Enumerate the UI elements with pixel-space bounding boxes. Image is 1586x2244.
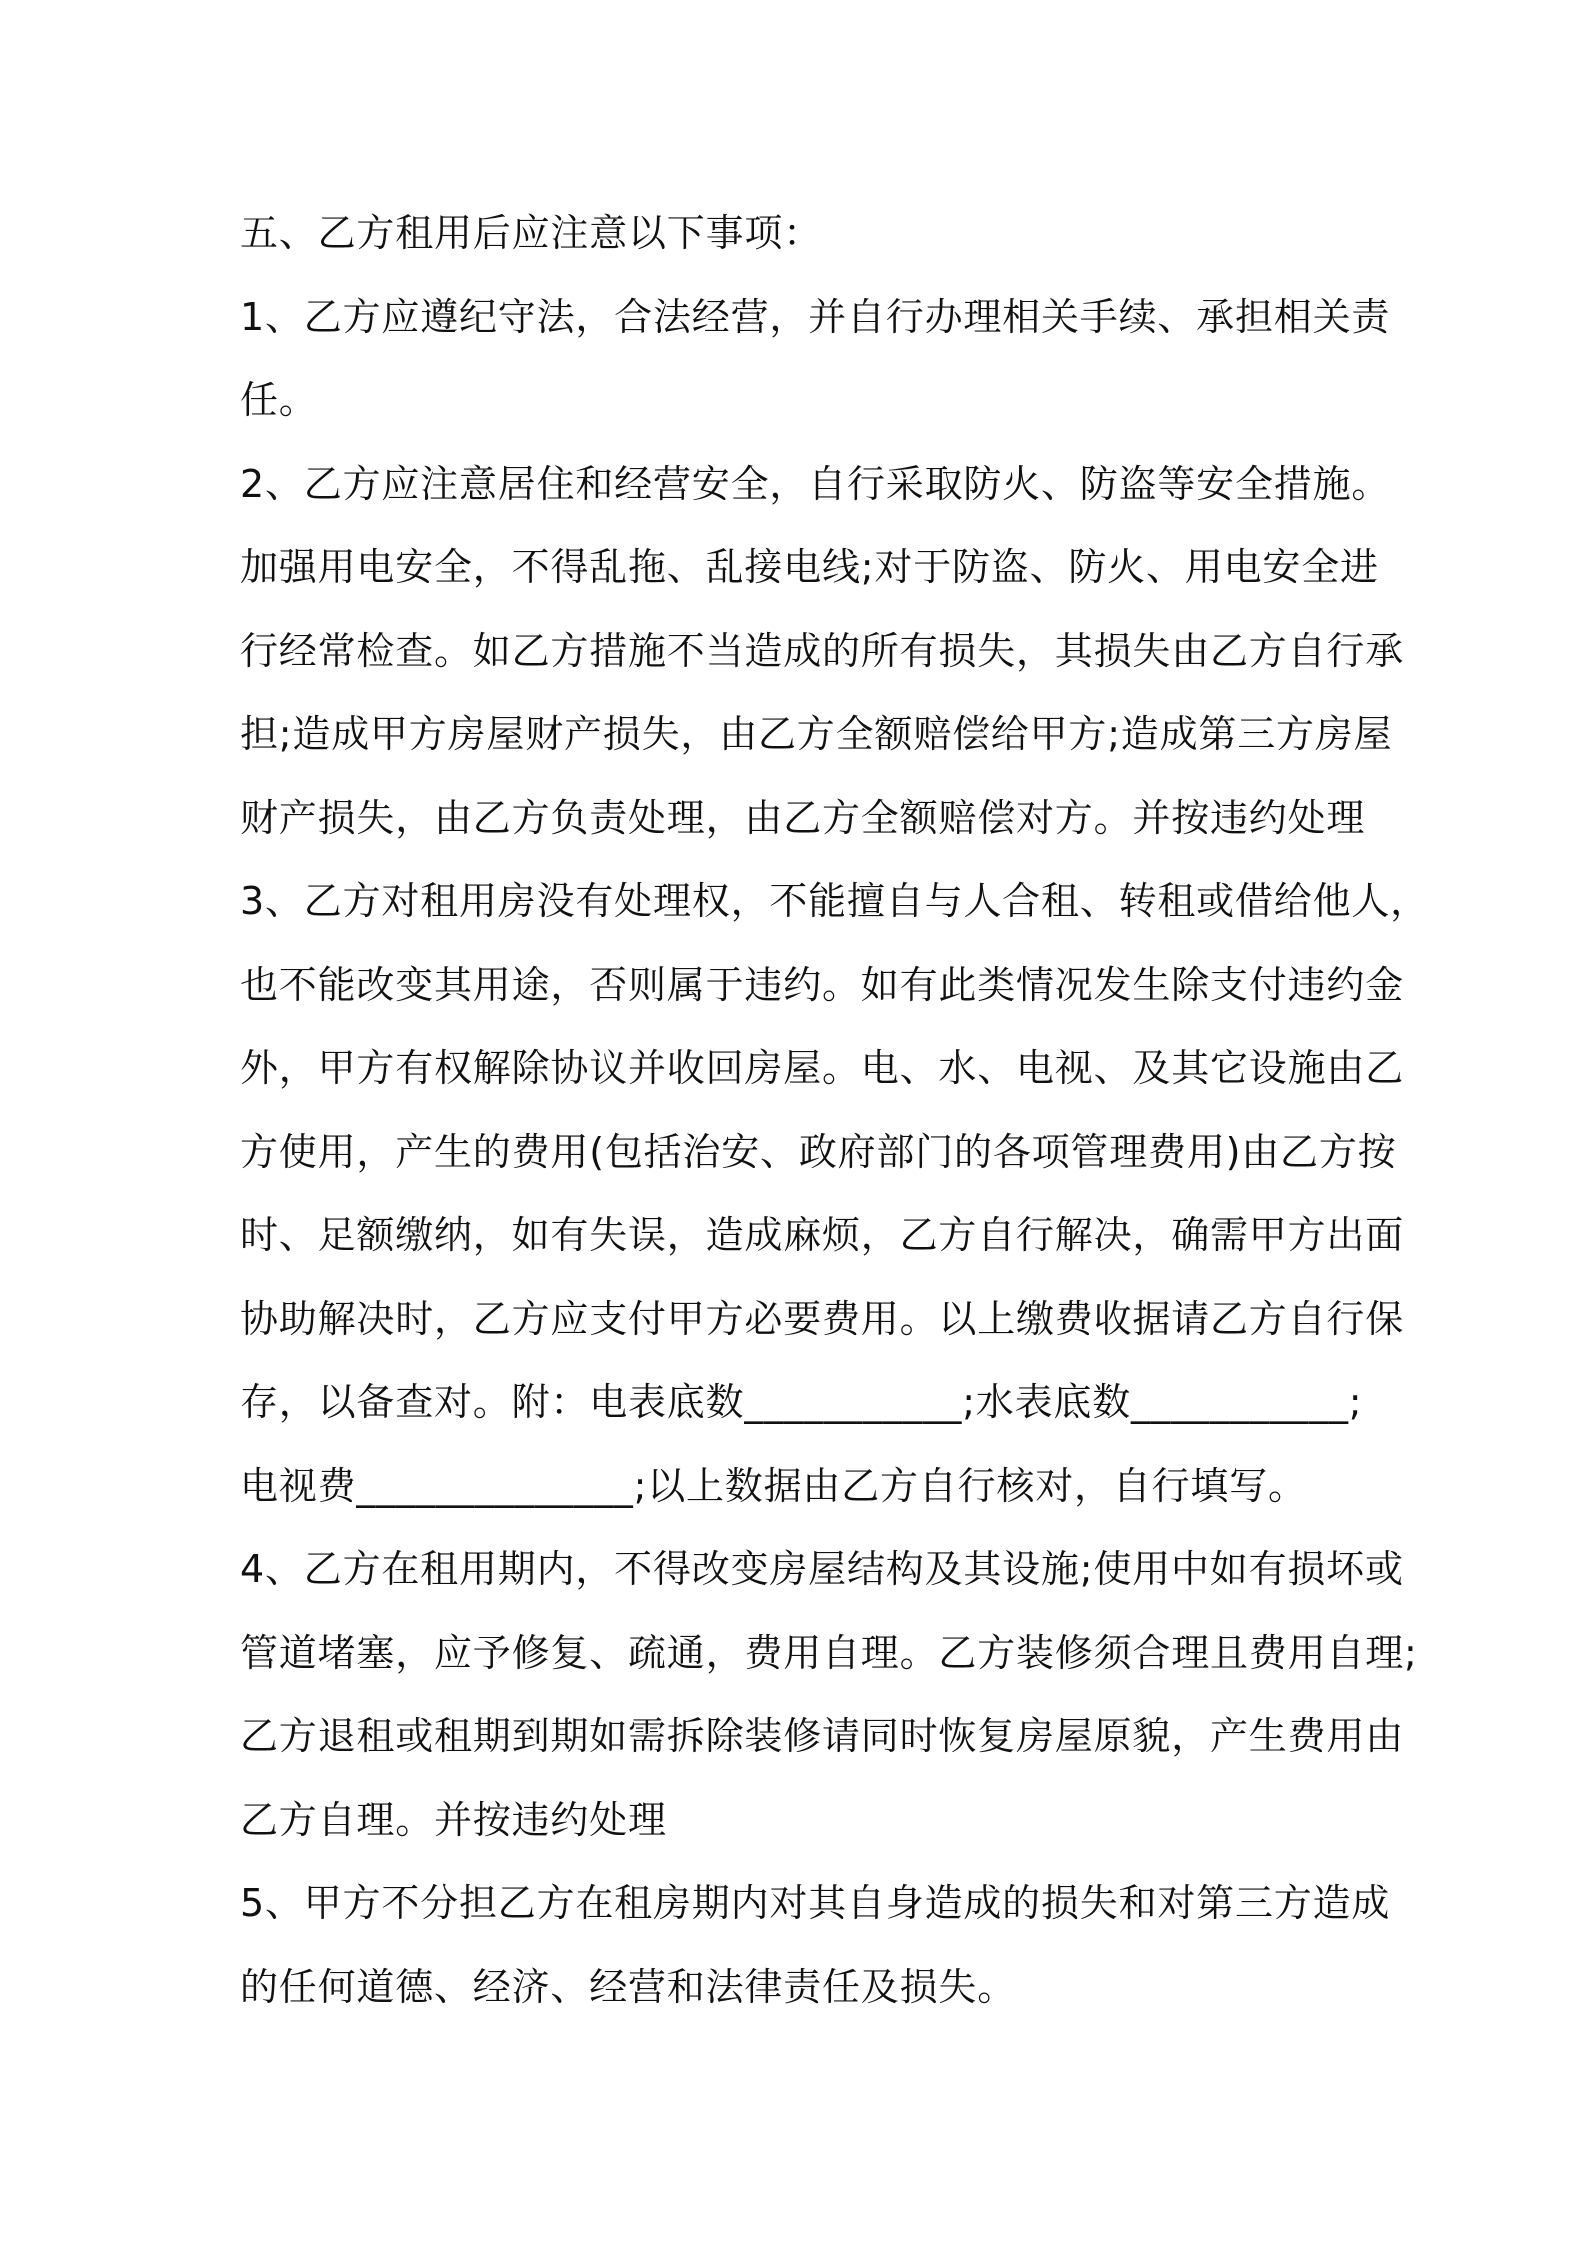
document-body — [240, 192, 1429, 2029]
text-line: 加强用电安全，不得乱拖、乱接电线;对于防盗、防火、用电安全进 — [240, 545, 1379, 589]
text-line: 4、乙方在租用期内，不得改变房屋结构及其设施;使用中如有损坏或 — [240, 1547, 1404, 1591]
text-line: 乙方退租或租期到期如需拆除装修请同时恢复房屋原貌，产生费用由 — [240, 1714, 1405, 1758]
text-line: 2、乙方应注意居住和经营安全，自行采取防火、防盗等安全措施。 — [240, 461, 1391, 506]
text-line: 行经常检查。如乙方措施不当造成的所有损失，其损失由乙方自行承 — [240, 628, 1405, 673]
text-line: 3、乙方对租用房没有处理权，不能擅自与人合租、转租或借给他人， — [240, 879, 1429, 923]
text-line: 5、甲方不分担乙方在租房期内对其自身造成的损失和对第三方造成 — [240, 1881, 1391, 1925]
text-line: 任。 — [240, 378, 318, 422]
text-line: 方使用，产生的费用(包括治安、政府部门的各项管理费用)由乙方按 — [240, 1129, 1397, 1174]
text-line: 也不能改变其用途，否则属于违约。如有此类情况发生除支付违约金 — [240, 962, 1405, 1007]
tv-fee-line: 电视费______________;以上数据由乙方自行核对，自行填写。 — [240, 1463, 1307, 1508]
section-heading: 五、乙方租用后应注意以下事项： — [240, 211, 823, 255]
text-line: 的任何道德、经济、经营和法律责任及损失。 — [240, 1964, 1017, 2009]
meter-readings-line: 存，以备查对。附：电表底数___________;水表底数___________; — [240, 1380, 1363, 1424]
text-line: 担;造成甲方房屋财产损失，由乙方全额赔偿给甲方;造成第三方房屋 — [240, 712, 1393, 756]
text-line: 财产损失，由乙方负责处理，由乙方全额赔偿对方。并按违约处理 — [240, 795, 1366, 840]
text-line: 时、足额缴纳，如有失误，造成麻烦，乙方自行解决，确需甲方出面 — [240, 1213, 1405, 1257]
text-line: 协助解决时，乙方应支付甲方必要费用。以上缴费收据请乙方自行保 — [240, 1296, 1405, 1341]
text-line: 1、乙方应遵纪守法，合法经营，并自行办理相关手续、承担相关责 — [240, 294, 1391, 339]
text-line: 外，甲方有权解除协议并收回房屋。电、水、电视、及其它设施由乙 — [240, 1046, 1405, 1090]
text-line: 乙方自理。并按违约处理 — [240, 1797, 667, 1842]
text-line: 管道堵塞，应予修复、疏通，费用自理。乙方装修须合理且费用自理; — [240, 1630, 1418, 1675]
